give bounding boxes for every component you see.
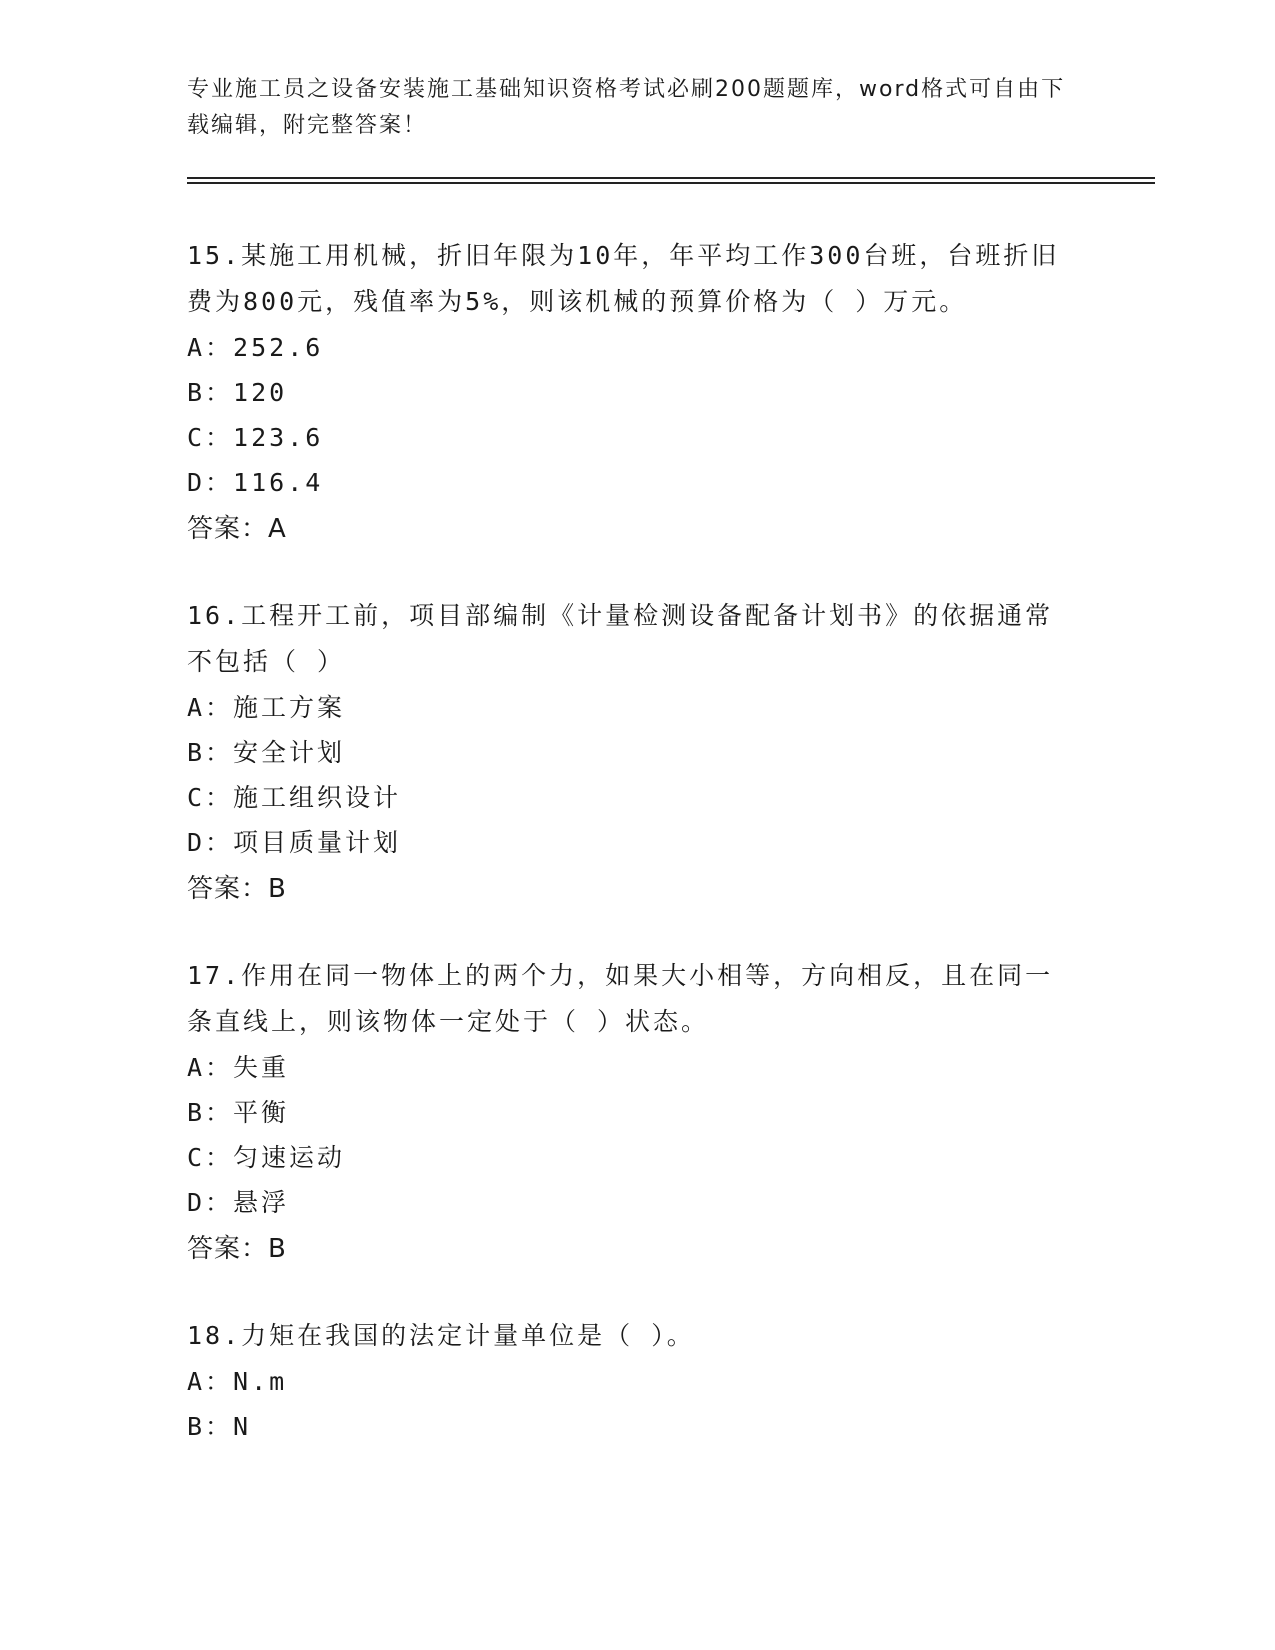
option-b: B：N (187, 1412, 252, 1441)
question-text: 16.工程开工前，项目部编制《计量检测设备配备计划书》的依据通常不包括（ ） (187, 601, 1054, 676)
option-d: D：悬浮 (187, 1188, 290, 1217)
question-text: 17.作用在同一物体上的两个力，如果大小相等，方向相反，且在同一条直线上，则该物体一定处于（ ）状态。 (187, 961, 1054, 1036)
option-a: A：失重 (187, 1053, 290, 1082)
option-b: B：120 (187, 378, 288, 407)
question-text: 18.力矩在我国的法定计量单位是（ ）。 (187, 1321, 695, 1350)
option-c: C：匀速运动 (187, 1143, 346, 1172)
question-list (187, 233, 1087, 1489)
answer-line: 答案：B (187, 874, 287, 904)
option-d: D：116.4 (187, 468, 324, 497)
question-18 (187, 1313, 1087, 1449)
option-a: A：施工方案 (187, 693, 346, 722)
document-header (187, 72, 1087, 144)
option-d: D：项目质量计划 (187, 828, 402, 857)
header-rule-bottom (187, 182, 1155, 184)
document-title: 专业施工员之设备安装施工基础知识资格考试必刷200题题库，word格式可自由下载编辑，附完整答案！ (187, 77, 1066, 138)
option-b: B：安全计划 (187, 738, 346, 767)
header-rule-top (187, 177, 1155, 179)
question-text: 15.某施工用机械，折旧年限为10年，年平均工作300台班，台班折旧费为800元，残值率为5%，则该机械的预算价格为（ ）万元。 (187, 241, 1060, 316)
option-a: A：252.6 (187, 333, 324, 362)
question-17 (187, 953, 1087, 1273)
answer-line: 答案：B (187, 1234, 287, 1264)
question-15 (187, 233, 1087, 553)
option-c: C：施工组织设计 (187, 783, 402, 812)
option-c: C：123.6 (187, 423, 324, 452)
question-16 (187, 593, 1087, 913)
answer-line: 答案：A (187, 514, 287, 544)
option-b: B：平衡 (187, 1098, 290, 1127)
option-a: A：N.m (187, 1367, 288, 1396)
